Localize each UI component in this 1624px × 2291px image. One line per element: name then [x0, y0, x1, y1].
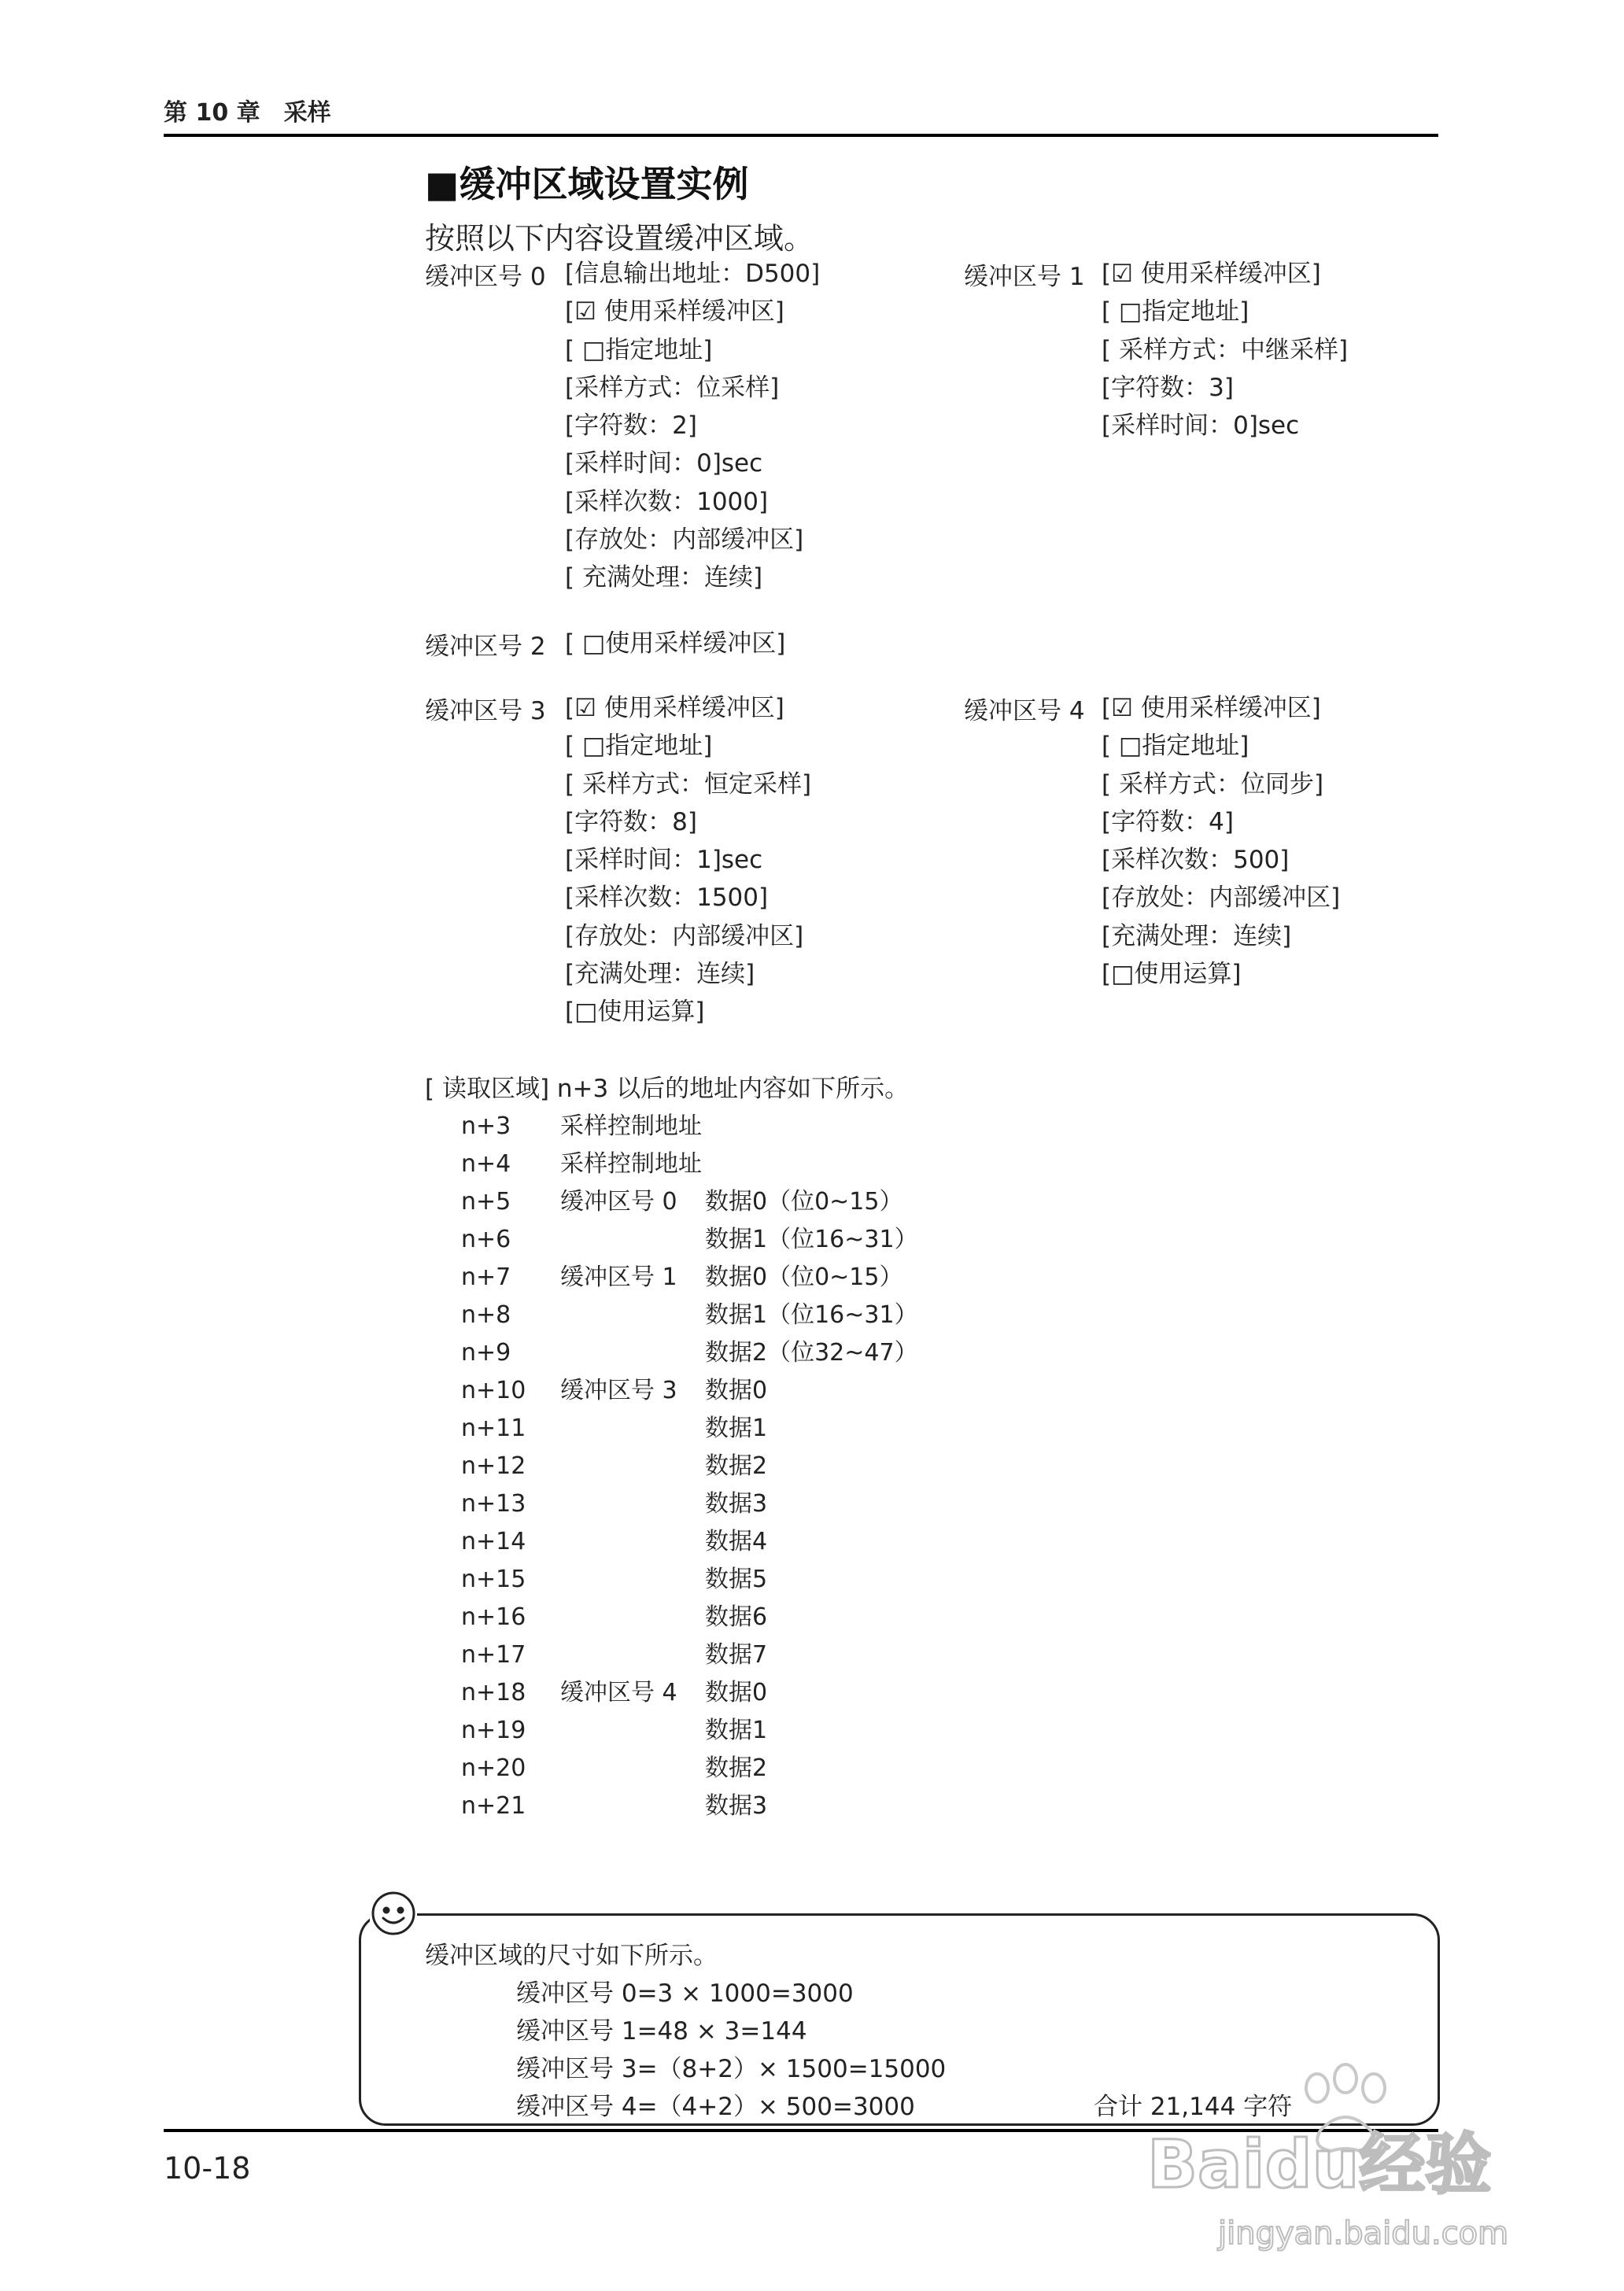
address-cell: n+18	[461, 1679, 526, 1706]
address-cell: n+15	[461, 1566, 526, 1593]
section-intro: 按照以下内容设置缓冲区域。	[425, 221, 814, 256]
address-cell: n+19	[461, 1717, 526, 1744]
data-cell: 数据3	[705, 1490, 768, 1518]
list-item: [字符数：4]	[1102, 807, 1234, 836]
data-cell: 数据1（位16~31）	[705, 1301, 918, 1329]
list-item: [存放处：内部缓冲区]	[1102, 884, 1341, 913]
list-item: [ □指定地址]	[565, 732, 713, 761]
list-item: [ 采样方式：恒定采样]	[565, 769, 812, 799]
address-cell: n+12	[461, 1452, 526, 1480]
buffer-0-settings	[565, 255, 820, 597]
data-cell: 数据2	[705, 1452, 768, 1480]
address-cell: n+8	[461, 1301, 511, 1329]
address-cell: n+5	[461, 1188, 511, 1216]
data-cell: 数据4	[705, 1528, 768, 1555]
buffer-cell: 缓冲区号 3	[560, 1377, 677, 1404]
list-item: [☑ 使用采样缓冲区]	[1102, 260, 1321, 288]
list-item: [字符数：3]	[1102, 373, 1234, 402]
list-item: [字符数：8]	[565, 807, 697, 836]
address-cell: n+21	[461, 1792, 526, 1820]
data-cell: 数据1	[705, 1415, 768, 1442]
address-cell: n+20	[461, 1754, 526, 1782]
watermark-url: jingyan.baidu.com	[1218, 2215, 1509, 2252]
chapter-header: 第 10 章 采样	[164, 99, 331, 127]
data-cell: 数据2（位32~47）	[705, 1339, 918, 1367]
list-item: [ □指定地址]	[565, 335, 713, 364]
readout-intro: [ 读取区域] n+3 以后的地址内容如下所示。	[425, 1075, 910, 1103]
list-item: [☑ 使用采样缓冲区]	[565, 297, 784, 326]
header-divider	[164, 134, 1438, 137]
list-item: [字符数：2]	[565, 411, 697, 441]
buffer-cell: 缓冲区号 0	[560, 1188, 677, 1216]
buffer-2-label: 缓冲区号 2	[425, 633, 546, 661]
buffer-cell: 采样控制地址	[560, 1112, 702, 1140]
address-cell: n+4	[461, 1150, 511, 1178]
buffer-0-label: 缓冲区号 0	[425, 263, 546, 291]
address-cell: n+10	[461, 1377, 526, 1404]
address-cell: n+3	[461, 1112, 511, 1140]
note-intro: 缓冲区域的尺寸如下所示。	[425, 1942, 718, 1970]
list-item: [采样次数：1000]	[565, 487, 769, 516]
list-item: [采样时间：1]sec	[565, 846, 763, 875]
data-cell: 数据0（位0~15）	[705, 1264, 903, 1291]
data-cell: 数据1（位16~31）	[705, 1226, 918, 1253]
address-cell: n+13	[461, 1490, 526, 1518]
list-item: [存放处：内部缓冲区]	[565, 526, 804, 555]
data-cell: 数据3	[705, 1792, 768, 1820]
list-item: [充满处理：连续]	[1102, 921, 1292, 950]
list-item: [ □指定地址]	[1102, 297, 1249, 326]
watermark-brand: Baidu经验	[1147, 2126, 1492, 2203]
list-item: [ □指定地址]	[1102, 732, 1249, 761]
data-cell: 数据5	[705, 1566, 768, 1593]
buffer-4-label: 缓冲区号 4	[964, 697, 1085, 725]
address-cell: n+6	[461, 1226, 511, 1253]
address-cell: n+7	[461, 1264, 511, 1291]
address-cell: n+17	[461, 1641, 526, 1669]
address-cell: n+11	[461, 1415, 526, 1442]
list-item: [采样方式：位采样]	[565, 373, 780, 402]
list-item: [充满处理：连续]	[565, 960, 755, 989]
list-item: [采样时间：0]sec	[565, 449, 763, 478]
list-item: [☑ 使用采样缓冲区]	[1102, 694, 1321, 722]
data-cell: 数据0（位0~15）	[705, 1188, 903, 1216]
data-cell: 数据0	[705, 1679, 768, 1706]
list-item: [采样次数：1500]	[565, 884, 769, 913]
list-item: [采样时间：0]sec	[1102, 411, 1300, 441]
list-item: [ □使用采样缓冲区]	[565, 629, 786, 658]
data-cell: 数据0	[705, 1377, 768, 1404]
data-cell: 数据1	[705, 1717, 768, 1744]
note-line: 缓冲区号 0=3 × 1000=3000	[516, 1979, 854, 2008]
baidu-watermark-logo	[1139, 2038, 1548, 2274]
address-cell: n+9	[461, 1339, 511, 1367]
note-line: 缓冲区号 1=48 × 3=144	[516, 2017, 807, 2046]
list-item: [存放处：内部缓冲区]	[565, 921, 804, 950]
buffer-4-settings	[1102, 689, 1340, 993]
list-item: [☑ 使用采样缓冲区]	[565, 694, 784, 722]
list-item: [采样次数：500]	[1102, 846, 1290, 875]
data-cell: 数据6	[705, 1603, 768, 1631]
data-cell: 数据7	[705, 1641, 768, 1669]
note-line: 缓冲区号 3=（8+2）× 1500=15000	[516, 2055, 947, 2083]
data-cell: 数据2	[705, 1754, 768, 1782]
list-item: [ 充满处理：连续]	[565, 563, 763, 592]
smiley-icon	[370, 1890, 417, 1937]
buffer-cell: 采样控制地址	[560, 1150, 702, 1178]
section-title: ■缓冲区域设置实例	[425, 163, 749, 205]
list-item: [ 采样方式：位同步]	[1102, 769, 1324, 799]
list-item: [信息输出地址：D500]	[565, 260, 821, 288]
buffer-1-settings	[1102, 255, 1348, 445]
buffer-3-label: 缓冲区号 3	[425, 697, 546, 725]
note-line: 缓冲区号 4=（4+2）× 500=3000	[516, 2093, 915, 2121]
address-cell: n+16	[461, 1603, 526, 1631]
buffer-3-settings	[565, 689, 811, 1031]
address-cell: n+14	[461, 1528, 526, 1555]
buffer-2-settings	[565, 625, 785, 662]
buffer-cell: 缓冲区号 4	[560, 1679, 677, 1706]
list-item: [□使用运算]	[565, 998, 705, 1027]
buffer-cell: 缓冲区号 1	[560, 1264, 677, 1291]
buffer-1-label: 缓冲区号 1	[964, 263, 1085, 291]
page-number: 10-18	[164, 2151, 251, 2186]
list-item: [□使用运算]	[1102, 960, 1242, 989]
note-total: 合计 21,144 字符	[1094, 2093, 1293, 2121]
list-item: [ 采样方式：中继采样]	[1102, 335, 1349, 364]
